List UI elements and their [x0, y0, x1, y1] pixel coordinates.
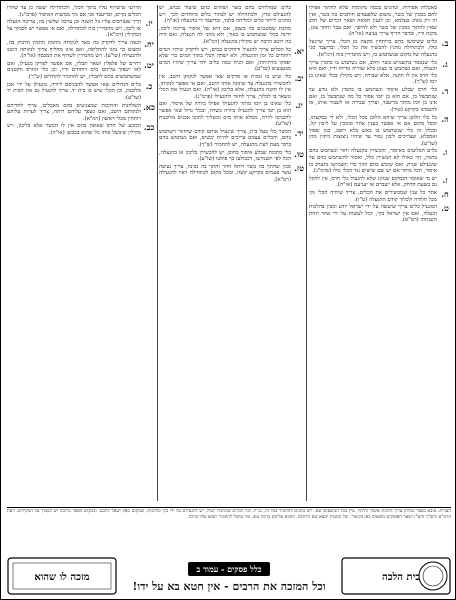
paragraph: [159, 101, 305, 127]
paragraph: [7, 5, 155, 18]
paragraph: [309, 39, 451, 59]
paragraph-text: השלחנות והתיבות שמצניעים בהם מאכלים, צריך להדיחם ולנקותם היטב, ואם נשפך עליהם רותח, צריך לערות עליהם רותחין מכלי ראשון (רמ"א).: [7, 102, 141, 122]
paragraph-number: ד.: [441, 86, 449, 97]
paragraph-text: רחיים של פלפלין ושאר תבלין, אם אפשר לפרקן מגעילן, ואם לאו ישפוך עליהם מים רותחים ודיו, וכן כלי החרס הקטנים שמשתמשים בהם לתבלין, יש להחמיר להחליפן (ש"ך).: [7, 60, 141, 81]
paragraph-number: יב.: [294, 73, 304, 84]
footnote-divider: [7, 507, 451, 508]
paragraph-text: כלים ששימשו בהם ברותחין מקצת מן הכלי, צריך שייגעל כולו, ולכתחילה נוהגין להכשיר את כל הכלי, ובדיעבד סגי בהגעלה של מקום שנשתמש בו, ויש מחמירין בזה (רמ"א).: [309, 38, 437, 59]
paragraph-text: כלים הבלועים מאיסור, והכשירן בהגעלה וחזר ונשתמש בהם בחמין, הוי כאילו לא הכשירן כלל, ואסור להשתמש בהם עד שיגעילם שנית, ואם שימש בהם ותוך כדי תשמישו נתערב בו איסור, הכל מותר אם יש שם שישים נגד הכלי כולו (פרמ"ג).: [309, 148, 437, 175]
paragraph-text: כלי חרס שבלע איסור ונשתמש בו בחמין ולא נודע עד שנתבשל בו, אם הוא בן יומו אסור כל מה שנתבשל בו, ואם אינו בן יומו מותר בדיעבד, וצריך שבירה או לשבור אותו, או להטמינו בקרקע (טור).: [309, 87, 437, 113]
banner-slogan: וכל המזכה את הרבים - אין חטא בא על ידו!: [132, 580, 326, 593]
paragraph: [309, 115, 451, 148]
paragraph: [309, 190, 451, 203]
logo-right-text: בית הלכה: [381, 572, 421, 583]
paragraph-text: הכובע של חרס שאופין בהם אין לו הכשר אלא בליבון, ויש מקילין שיבשל אותו כל שהוא בכבשן (או"ה).: [7, 123, 141, 136]
paragraph-text: כל כלי הלובן צריך שיהא הלובן בכל הכלי, ולא די במקצתו, ומכל מקום אם אי אפשר בענין אחר סומכין על ליבון קל, ובכלל זה כלי שנשתמש בו באש בלא רוטב, כגון שפוד ואסכלא, שצריכים ליבון גמור עד שיהיו ניצוצות ניתזין מהן (שו"ע).: [309, 114, 437, 147]
paragraph: [7, 82, 155, 102]
paragraph: [7, 19, 155, 39]
paragraph-text: כלים שמולחים בהם בשר ושוהים בהם שיעור כבוש, יש להגעילם כדין, ולכתחילה יש לבחור כלים מיוחדים לכך, ויש נוהגים לייחד כלים למליחה בלבד, ובדיעבד די בהגעלה (או"ה).: [159, 5, 291, 25]
paragraph: [159, 26, 305, 46]
paragraph-number: ג.: [442, 58, 448, 69]
paragraph: [159, 150, 305, 163]
banner-center: [122, 557, 336, 595]
text-column-left: [7, 5, 155, 501]
paragraph-text: כלי שנאסר בתשמיש בשר וחלב, אם נשתמש בו בחמין צריך הגעלה, ואם נשתמש בו בצונן בלא שהייה מדיחו ודיו, ואם הוא כלי חרס אין לו תקנה, אלא שבירה, ויש מקילין בכלי שאינו בן יומו (ש"ך).: [309, 59, 437, 86]
footnotes: הערות: מובא בספר שולחן ערוך הלכות איסור והיתר, עיין בכל הנושאים שם. ויש נוהגים להחמיר בכל זה, כנ"ל. וכל הכלים שהוזכרו לעיל, יש להגעילם על ידי בקי בהלכות, ובמקום ספק ישאל לחכם. ובמקום הפסד מרובה יש לסמוך על המקילים. דעת הרמ"א והש"ך והט"ז ושאר הפוסקים מובאים כאן בקיצור, וכל המעיין ימצא שם הרחבה. ותבוא עליהם ברכת טוב. ומי שיכול להחמיר תבוא עליו ברכה.: [7, 509, 451, 520]
paragraph-number: יז.: [145, 18, 153, 29]
paragraph: [159, 164, 305, 184]
paragraph-text: כלי מתכות שבלע איסור בחום, יש להכשירן בליבון או בהגעלה, הכל לפי תשמישו, דכבולעו כך פולטו (שו"ע).: [159, 149, 291, 163]
paragraph: [159, 129, 305, 149]
paragraph-text: מאכלות אסורות, ונוהגים בכמה מקומות שלא לחתוך אפילו לחם בסכין של בשר, משום שלפעמים חותכים בה בשר, ואין זה רק מנהג בעלמא, וכן לענין חמאה ושאר דברים של חלב שאין לחתוך בסכין של בשר ולא להיפך. ואם עבר וחתך צונן, מקנח ודיו, ובדבר חריף צריך נעיצה (או"ה).: [309, 5, 437, 38]
paragraph-text: כלי שאינו בן יומו מותר להגעילו אפילו ביורה של איסור, ואם הוא בן יומו צריך להגעילו ביורה כשרה, ובכלי גדול שאי אפשר להכניסו ליורה, ממלא אותו מים ומשליך לתוכו אבנים מלובנות (שו"ע).: [159, 101, 291, 128]
paragraph: [309, 87, 451, 113]
paragraph-text: כלים הגדולים שאי אפשר להכניסם ליורה, מגעילן על ידי אבן מלובנת, וכן הכלי שיש בו בית יד, צריך להגעיל גם את הבית יד (שו"ע).: [7, 81, 141, 101]
paragraph-text: המגעיל כלים צריך שיעשה על ידי ישראל יודע ומבין בהלכות הגעלה, ואם אין ישראל בקי, יכול לעשות על ידי אחר תחת השגחתו (רמ"א).: [309, 204, 437, 224]
column-divider: [306, 5, 307, 501]
logo-left-text: מזכה לו שהוא: [34, 572, 90, 583]
paragraph-text: יש מי שאומר דבמקום שנהגו שלא להגעיל כלי חרס, אין להקל גם בשעת הדחק, אלא ישברם או יצניעם (או"ה).: [309, 175, 437, 189]
paragraph-text: סכין שחתך בה בשר רותח וחזר וחתך בה גבינה, צריך נעיצה עשר פעמים בקרקע קשה, ומכל מקום לכתחילה ראוי להגעילה (רמ"א).: [159, 163, 291, 183]
paragraph: [159, 47, 305, 73]
paragraph-number: ח.: [441, 189, 449, 200]
paragraph: [159, 74, 305, 100]
paragraph: [7, 103, 155, 123]
paragraph-number: יא.: [293, 45, 305, 56]
paragraph: [159, 5, 305, 25]
paragraph-text: הגפה צריך לדקדק בה מאד לנקותה מחמת החמץ הדבוק בה, ומשום כך נהגו להחליפה, ואם אינו מחליף צריך לנקותה היטב ולהגעילה (שו"ע). ויש מחמירין לשרוף את המכסה (או"ה).: [7, 40, 141, 60]
paragraph: [7, 61, 155, 81]
paragraph-text: הדרעי שישרוף עליו בתוך הכלי, ולכתחילה יעשה כן עד שיהיו הכלים נקיים, ובדיעבד סגי אם נקי ממשות האיסור (פרמ"ג).: [7, 5, 141, 18]
paragraph-number: יט.: [144, 59, 154, 70]
paragraph-text: אחר כל ענין שמכשירים את הכלים, צריך שיהיה הכלי נקי מכל חלודה ולכלוך קודם ההגעלה (ט"ז).: [309, 190, 437, 203]
paragraph-number: ט.: [441, 203, 449, 214]
paragraph: [309, 148, 451, 174]
bottom-banner: [7, 557, 451, 595]
paragraph: [309, 60, 451, 86]
paragraph: [309, 204, 451, 224]
paragraph-text: כל הכלים צריך להגעיל ודוחקים במים, ויש לדקדק שיהיו המים רותחים כל זמן ההגעלה, ולא ישהה הכלי בתוך המים כדי שלא יפסקו מרתיחתן, ואם הניח כמה כלים יחד צריך שיהיו המים מבעבעים (שו"ע).: [159, 46, 291, 73]
paragraph: [7, 123, 155, 136]
paragraph-text: הכשר כלי בעל בית, צריך שיגעיל אותם קודם שיחזור וישתמש בהם, והכלים עצמם צריכים להיות יבשים, ואם נשתמש בהם בתוך מעת לעת מהגעלה, יש להחמיר (ש"ך).: [159, 128, 291, 148]
paragraph-number: טז.: [294, 162, 304, 173]
text-column-right: [309, 5, 451, 501]
paragraph-number: כא.: [143, 101, 155, 112]
page-label: כלל פסקים - עמוד ב: [188, 562, 269, 576]
paragraph-text: כלי שיש בו גומות או סדקים שאי אפשר לנקותן היטב, אין להכשירו בהגעלה עד שינקה אותו היטב, ואם אי אפשר לנקותו, אין לו תקנה בהגעלה, אלא בליבון (או"ה). ואם הגעיל את הכלי ונשאר בו לכלוך, צריך לחזור ולהגעילו (פרמ"ג).: [159, 74, 291, 100]
paragraph: [7, 40, 155, 60]
paragraph: [309, 176, 451, 189]
column-divider: [157, 5, 158, 501]
paragraph-number: כ.: [145, 80, 153, 91]
paragraph-number: כב.: [143, 122, 155, 133]
paragraph-number: יח.: [144, 39, 154, 50]
paragraph-number: ו.: [442, 147, 448, 158]
paragraph-number: ז.: [442, 174, 448, 185]
paragraph-number: יד.: [294, 127, 304, 138]
paragraph-number: ה.: [441, 113, 449, 124]
paragraph-text: מחבת שמטגנים בה בשמן, אם היא של איסור צריכה ליבון, ודינה ככלי שנשתמש בו באור, ולא מהני לה הגעלה, ואם היה בה רוטב הרבה יש מקילין בהגעלה (רמ"א).: [159, 25, 291, 45]
paragraph: [309, 5, 451, 38]
text-column-middle: [159, 5, 305, 501]
paragraph-number: יג.: [295, 100, 303, 111]
paragraph-number: ב.: [441, 37, 449, 48]
publisher-logo: [341, 557, 451, 595]
publisher-seal: [7, 557, 117, 595]
paragraph-number: טו.: [294, 148, 304, 159]
paragraph-text: הרך שעורפים עליו כל השנה וכן ערבה שלשין בה, צריכה הגעלה או ליבון, ויש מחמירין בזה לכתחילה, ואם אי אפשר יש לסמוך על המקילין (רמ"א).: [7, 19, 141, 39]
